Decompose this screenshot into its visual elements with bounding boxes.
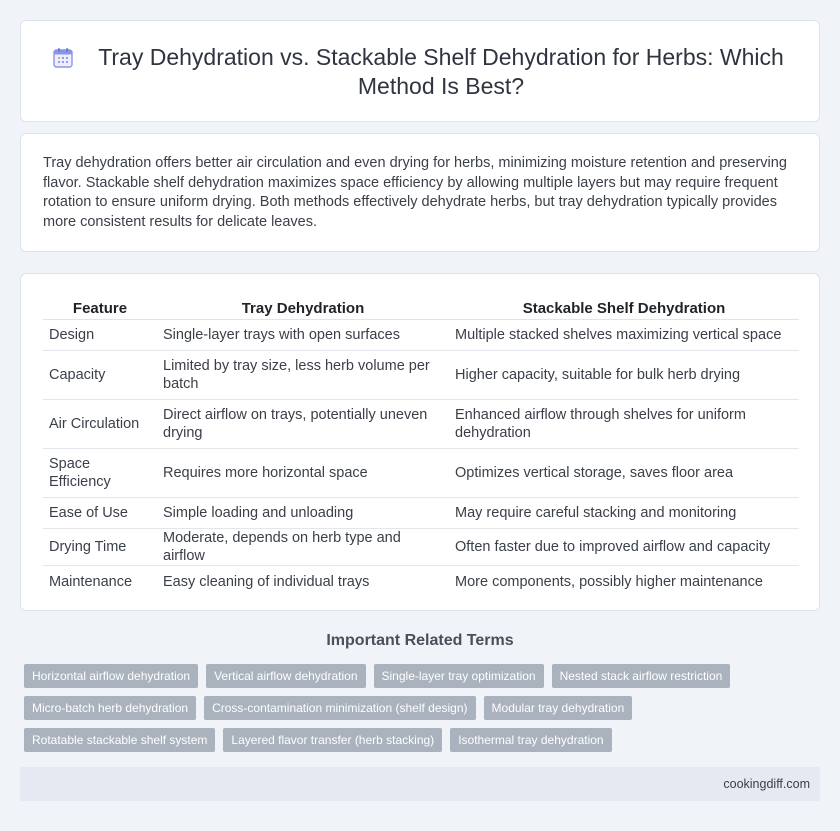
comparison-table-card (20, 273, 820, 611)
table-cell-tray: Simple loading and unloading (157, 498, 449, 529)
column-header-feature: Feature (43, 296, 157, 320)
column-header-tray: Tray Dehydration (157, 296, 449, 320)
table-cell-tray: Direct airflow on trays, potentially uneven drying (157, 400, 449, 449)
table-row (43, 566, 799, 597)
table-cell-feature: Capacity (43, 351, 157, 400)
table-cell-feature: Space Efficiency (43, 449, 157, 498)
related-term-tag[interactable]: Rotatable stackable shelf system (24, 728, 215, 752)
table-row (43, 498, 799, 529)
table-cell-tray: Limited by tray size, less herb volume per batch (157, 351, 449, 400)
related-term-tag[interactable]: Cross-contamination minimization (shelf design) (204, 696, 475, 720)
table-cell-stackable: More components, possibly higher maintenance (455, 573, 763, 590)
table-cell-stackable: May require careful stacking and monitoring (449, 498, 799, 529)
related-term-tag[interactable]: Modular tray dehydration (484, 696, 633, 720)
related-terms-row (24, 696, 824, 720)
table-row (43, 320, 799, 351)
table-cell-stackable: Higher capacity, suitable for bulk herb drying (449, 351, 799, 400)
table-cell-tray: Single-layer trays with open surfaces (157, 320, 449, 351)
table-cell-feature: Ease of Use (43, 498, 157, 529)
related-term-tag[interactable]: Nested stack airflow restriction (552, 664, 731, 688)
table-cell-tray: Moderate, depends on herb type and airflow (157, 529, 449, 566)
related-term-tag[interactable]: Micro-batch herb dehydration (24, 696, 196, 720)
table-cell-stackable: Often faster due to improved airflow and capacity (449, 529, 799, 566)
related-term-tag[interactable]: Single-layer tray optimization (374, 664, 544, 688)
related-term-tag[interactable]: Isothermal tray dehydration (450, 728, 611, 752)
header (21, 43, 819, 101)
column-header-stackable: Stackable Shelf Dehydration (449, 296, 799, 320)
calendar-icon (51, 46, 75, 70)
related-terms-row (24, 664, 824, 688)
related-term-tag[interactable]: Horizontal airflow dehydration (24, 664, 198, 688)
table-cell-stackable: Multiple stacked shelves maximizing vertical space (449, 320, 799, 351)
table-cell-feature: Design (43, 320, 157, 351)
table-cell-stackable: Enhanced airflow through shelves for uniform dehydration (449, 400, 799, 449)
footer (20, 767, 820, 801)
related-terms-title: Important Related Terms (326, 632, 514, 649)
table-row (43, 449, 799, 498)
table-cell-stackable: Optimizes vertical storage, saves floor area (449, 449, 799, 498)
header-card (20, 20, 820, 122)
page-title: Tray Dehydration vs. Stackable Shelf Dehydration for Herbs: Which Method Is Best? (98, 44, 784, 99)
table-cell-tray: Requires more horizontal space (157, 449, 449, 498)
table-cell-feature: Air Circulation (43, 400, 157, 449)
footer-site-link[interactable]: cookingdiff.com (723, 777, 810, 791)
related-term-tag[interactable]: Layered flavor transfer (herb stacking) (223, 728, 442, 752)
table-cell-tray: Easy cleaning of individual trays (163, 573, 370, 590)
comparison-table (43, 296, 799, 597)
related-terms-list (24, 664, 824, 760)
table-row (43, 351, 799, 400)
summary-card (20, 133, 820, 252)
related-terms-row (24, 728, 824, 752)
table-row (43, 529, 799, 566)
related-term-tag[interactable]: Vertical airflow dehydration (206, 664, 365, 688)
table-cell-feature: Maintenance (49, 573, 133, 590)
table-row (43, 400, 799, 449)
summary-text: Tray dehydration offers better air circulation and even drying for herbs, minimizing moisture retention and preserving flavor. Stackable shelf dehydration maximizes space efficiency by allowing multiple layers but may require frequent rotation to ensure uniform drying. Both methods effectively dehydrate herbs, but tray dehydration typically provides more consistent results for delicate leaves. (43, 155, 787, 230)
table-cell-feature: Drying Time (43, 529, 157, 566)
table-header-row (43, 296, 799, 320)
